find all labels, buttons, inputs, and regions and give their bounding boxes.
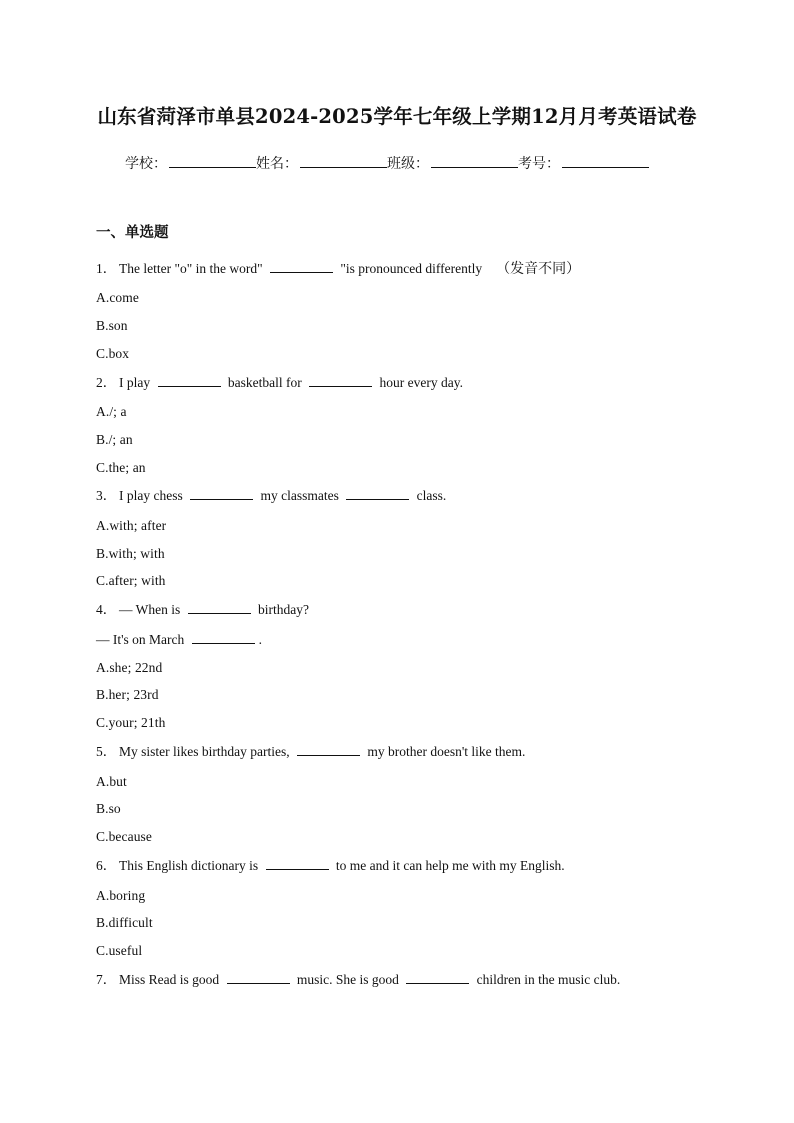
name-label: 姓名： <box>256 156 298 172</box>
question-1: 1． The letter "o" in the word" "is pronounced differently （发音不同） <box>96 261 581 277</box>
section-heading: 一、单选题 <box>96 225 169 241</box>
answer-blank <box>266 857 329 870</box>
option: B.difficult <box>96 915 153 930</box>
number-label: 考号： <box>518 156 560 172</box>
question-4-line-2: — It's on March . <box>96 632 263 647</box>
question-5: 5． My sister likes birthday parties, my brother doesn't like them. <box>96 744 526 759</box>
option: C.box <box>96 346 130 361</box>
answer-blank <box>346 487 409 500</box>
answer-blank <box>297 743 360 756</box>
question-6: 6． This English dictionary is to me and it can help me with my English. <box>96 858 565 873</box>
number-blank <box>562 155 649 168</box>
option: C.your; 21th <box>96 715 166 730</box>
option: B.her; 23rd <box>96 687 159 702</box>
class-blank <box>431 155 518 168</box>
answer-blank <box>227 971 290 984</box>
option: C.useful <box>96 943 143 958</box>
option: B.with; with <box>96 546 165 561</box>
name-blank <box>300 155 387 168</box>
option: B./; an <box>96 432 133 447</box>
school-field <box>125 153 256 173</box>
school-label: 学校： <box>125 156 167 172</box>
question-7: 7． Miss Read is good music. She is good children in the music club. <box>96 972 621 987</box>
option: C.after; with <box>96 573 166 588</box>
class-field <box>387 153 518 173</box>
student-info-line <box>125 153 649 173</box>
option: C.the; an <box>96 460 146 475</box>
option: B.so <box>96 801 121 816</box>
number-field <box>518 153 649 173</box>
option: A.come <box>96 290 139 305</box>
option: A.but <box>96 774 127 789</box>
answer-blank <box>309 374 372 387</box>
option: A.boring <box>96 888 146 903</box>
option: B.son <box>96 318 128 333</box>
answer-blank <box>192 631 255 644</box>
answer-blank <box>190 487 253 500</box>
answer-blank <box>406 971 469 984</box>
option: A.she; 22nd <box>96 660 163 675</box>
option: A./; a <box>96 404 127 419</box>
class-label: 班级： <box>387 156 429 172</box>
question-3: 3． I play chess my classmates class. <box>96 488 447 503</box>
option: A.with; after <box>96 518 167 533</box>
answer-blank <box>270 260 333 273</box>
question-2: 2． I play basketball for hour every day. <box>96 375 463 390</box>
answer-blank <box>188 601 251 614</box>
answer-blank <box>158 374 221 387</box>
school-blank <box>169 155 256 168</box>
name-field <box>256 153 387 173</box>
option: C.because <box>96 829 153 844</box>
question-4: 4． — When is birthday? <box>96 602 309 617</box>
exam-title: 山东省菏泽市单县2024-2025学年七年级上学期12月月考英语试卷 <box>97 105 697 128</box>
